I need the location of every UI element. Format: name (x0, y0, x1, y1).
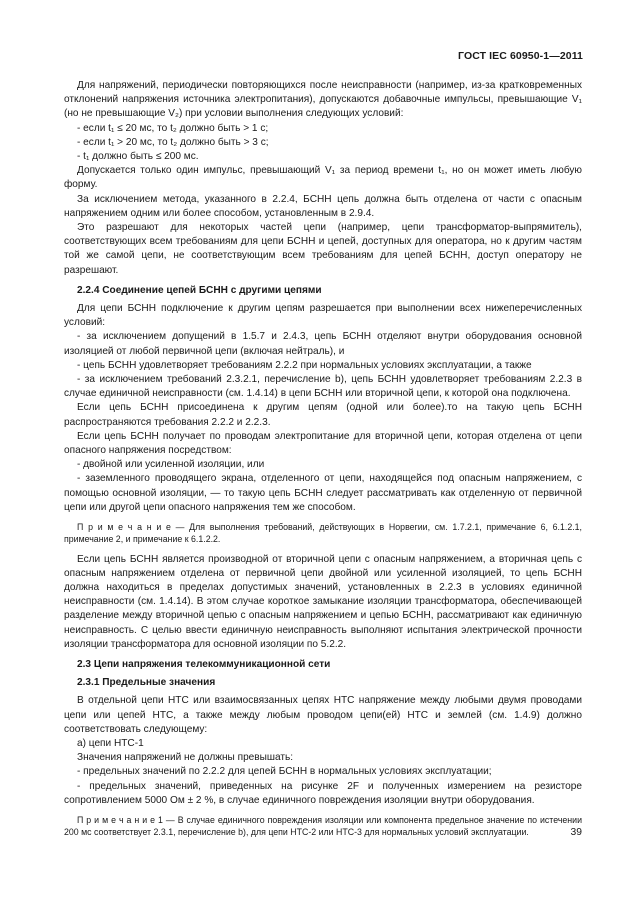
condition-2: - если t₁ > 20 мс, то t₂ должно быть > 3 с; (77, 136, 269, 148)
list-item-earthed-screen: - заземленного проводящего экрана, отделенного от цепи, находящейся под опасным напряжением, с помощью основной изоляции, — то такую цепь БСНН следует рассматривать как отделенную от первичной цепи или другой цепи опасного напряжения тем же способом. (64, 473, 582, 513)
paragraph-single-pulse: Допускается только один импульс, превышающий V₁ за период времени t₁, но он может иметь любую форму. (64, 165, 582, 191)
standard-header: ГОСТ IEC 60950-1—2011 (458, 50, 583, 62)
section-heading-2-2-4: 2.2.4 Соединение цепей БСНН с другими цепями (77, 284, 322, 296)
note-norway: П р и м е ч а н и е — Для выполнения требований, действующих в Норвегии, см. 1.7.2.1, примечание 6, 6.1.2.1, примечание 2, и примечание к 6.1.2.2. (64, 522, 582, 545)
list-item-normal-conditions: - цепь БСНН удовлетворяет требованиям 2.2.2 при нормальных условиях эксплуатации, а также (77, 359, 532, 371)
section-heading-2-3-1: 2.3.1 Предельные значения (77, 677, 216, 689)
list-item-basic-insulation: - за исключением допущений в 1.5.7 и 2.4.3, цепь БСНН отделяют внутри оборудования основной изоляцией от любой первичной цепи (включая нейтраль), и (64, 331, 582, 357)
page-body (64, 79, 582, 845)
section-heading-2-3: 2.3 Цепи напряжения телекоммуникационной сети (77, 658, 331, 670)
list-item-double-insulation: - двойной или усиленной изоляции, или (77, 459, 265, 471)
paragraph-connection-conditions: Для цепи БСНН подключение к другим цепям разрешается при выполнении всех нижеперечисленных условий: (64, 303, 582, 329)
list-item-fault-limits: - предельных значений, приведенных на рисунке 2F и полученных измерением на резисторе сопротивлением 5000 Ом ± 2 %, в случае единичного повреждения изоляции внутри оборудования. (64, 780, 582, 806)
condition-3: - t₁ должно быть ≤ 200 мс. (77, 151, 199, 163)
note-1: П р и м е ч а н и е 1 — В случае единичного повреждения изоляции или компонента предельное значение по истечении 200 мс соответствует 2.3.1, перечисление b), для цепи НТС-2 или НТС-3 для нормальных условий эксплуатации. (64, 814, 582, 838)
paragraph-secondary-supply: Если цепь БСНН получает по проводам электропитание для вторичной цепи, которая отделена от цепи опасного напряжения посредством: (64, 430, 582, 457)
paragraph-derived-circuit: Если цепь БСНН является производной от вторичной цепи с опасным напряжением, а вторичная цепь с опасным напряжением отделена от первичной цепи двойной или усиленной изоляцией, то цепь БСНН должна находиться в пределах допустимых значений, установленных в 2.2.3 в условиях единичной неисправности (см. 1.4.14). В этом случае короткое замыкание изоляции трансформатора, обеспечивающей разделение между вторичной цепью с опасным напряжением и цепью БСНН, рассматривают как единичную неисправность. С целью ввести единичную неисправность выполняют испытания электрической прочности изоляции трансформатора для основной изоляции по 5.2.2. (64, 553, 582, 650)
paragraph-tnv-limits: В отдельной цепи НТС или взаимосвязанных цепях НТС напряжение между любыми двумя проводами цепи или цепей НТС, а также между любым проводом цепи(ей) НТС и землей (см. 1.4.9) должно соответствовать следующему: (64, 695, 582, 735)
condition-1: - если t₁ ≤ 20 мс, то t₂ должно быть > 1 с; (77, 122, 269, 134)
list-item-normal-limits: - предельных значений по 2.2.2 для цепей БСНН в нормальных условиях эксплуатации; (77, 766, 492, 778)
paragraph-separation: За исключением метода, указанного в 2.2.4, БСНН цепь должна быть отделена от части с опасным напряжением одним или более способом, установленным в 2.9.4. (64, 193, 582, 219)
paragraph-permission: Это разрешают для некоторых частей цепи (например, цепи трансформатор-выпрямитель), соответствующих всем требованиям для цепи БСНН и цепей, доступных для оператора, но к другим частям той же самой цепи, не соответствующим всем требованиям для цепей БСНН, доступ оператору не разрешают. (64, 222, 582, 276)
list-item-tnv-1: а) цепи НТС-1 (77, 737, 144, 749)
page-number: 39 (570, 827, 582, 838)
list-item-single-fault: - за исключением требований 2.3.2.1, перечисление b), цепь БСНН удовлетворяет требованиям 2.2.3 в случае единичной неисправности (см. 1.4.14) в цепи БСНН или вторичной цепи, к которой она подключена. (64, 374, 582, 400)
paragraph-surge-voltage: Для напряжений, периодически повторяющихся после неисправности (например, из-за кратковременных отклонений напряжения источника электропитания), допускаются добавочные импульсы, превышающие V₁ (но не превышающие V₂) при условии выполнения следующих условий: (64, 80, 582, 120)
paragraph-voltage-limits: Значения напряжений не должны превышать: (77, 752, 294, 764)
paragraph-other-circuits: Если цепь БСНН присоединена к другим цепям (одной или более).то на такую цепь БСНН распространяются требования 2.2.2 и 2.2.3. (64, 402, 582, 428)
